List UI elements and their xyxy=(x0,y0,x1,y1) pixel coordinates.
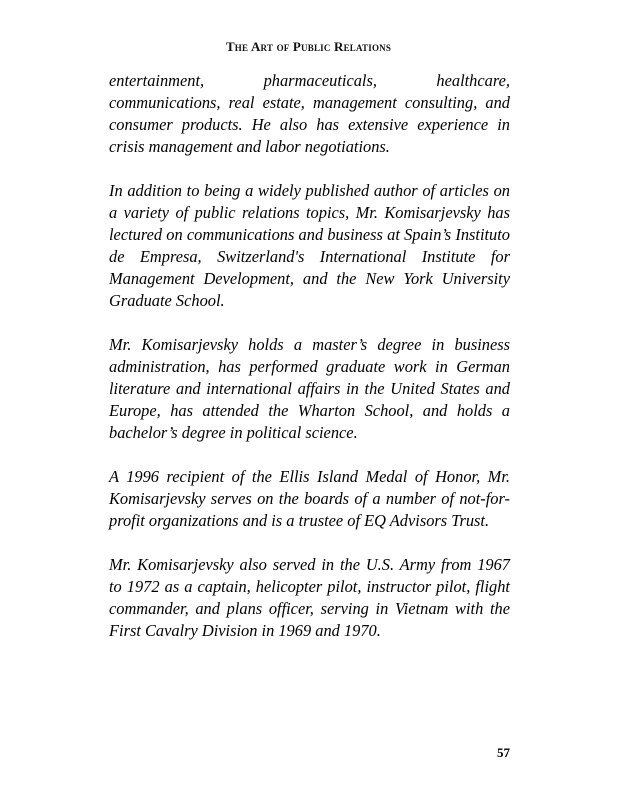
running-header-title: The Art of Public Relations xyxy=(225,39,392,54)
paragraph-2: In addition to being a widely published author of articles on a variety of public relations topics, Mr. Komisarjevsky has lectured on communications and business at Spain’s Instituto de Empresa, Switzerland's International Institute for Management Development, and the New York University Graduate School. xyxy=(109,181,510,310)
paragraph-3: Mr. Komisarjevsky holds a master’s degree in business administration, has performed graduate work in German literature and international affairs in the United States and Europe, has attended the Wharton School, and holds a bachelor’s degree in political science. xyxy=(109,335,510,442)
body-text xyxy=(109,70,510,664)
paragraph-4: A 1996 recipient of the Ellis Island Medal of Honor, Mr. Komisarjevsky serves on the boards of a number of not-for-profit organizations and is a trustee of EQ Advisors Trust. xyxy=(109,467,510,530)
paragraph-5: Mr. Komisarjevsky also served in the U.S. Army from 1967 to 1972 as a captain, helicopter pilot, instructor pilot, flight commander, and plans officer, serving in Vietnam with the First Cavalry Division in 1969 and 1970. xyxy=(109,555,510,640)
paragraph-1: entertainment, pharmaceuticals, healthcare, communications, real estate, management consulting, and consumer products. He also has extensive experience in crisis management and labor negotiations. xyxy=(109,71,510,156)
page-number: 57 xyxy=(497,745,510,760)
